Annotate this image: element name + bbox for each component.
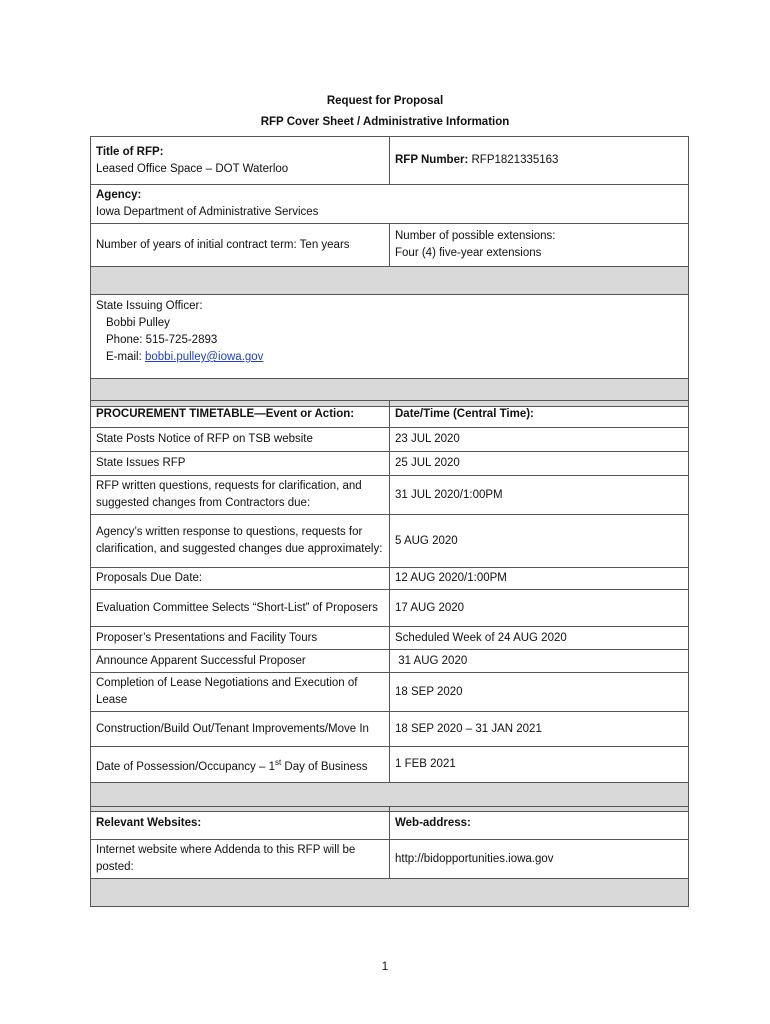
shaded-divider [91,879,689,907]
procurement-timetable [90,400,689,812]
timetable-date: 18 SEP 2020 – 31 JAN 2021 [390,712,689,747]
rfp-number-cell [390,137,689,185]
timetable-date: 25 JUL 2020 [390,452,689,476]
timetable-event: Proposals Due Date: [91,568,390,590]
timetable-header-event: PROCUREMENT TIMETABLE—Event or Action: [91,401,390,428]
page-number: 1 [381,961,389,973]
agency-label: Agency: [96,189,142,201]
possession-event-text-end: Day of Business [281,760,368,773]
timetable-event: Proposer’s Presentations and Facility Tours [91,627,390,650]
rfp-title-value: Leased Office Space – DOT Waterloo [96,162,289,175]
timetable-event: State Issues RFP [91,452,390,476]
timetable-date: 12 AUG 2020/1:00PM [390,568,689,590]
timetable-event: Agency’s written response to questions, requests for clarification, and suggested changes due approximately: [91,515,390,568]
timetable-event: Completion of Lease Negotiations and Execution of Lease [91,673,390,712]
timetable-event: Construction/Build Out/Tenant Improvements/Move In [91,712,390,747]
contract-term-cell: Number of years of initial contract term: Ten years [91,224,390,267]
document-title: Request for Proposal [326,95,444,107]
addenda-website-label: Internet website where Addenda to this RFP will be posted: [91,840,390,879]
agency-value: Iowa Department of Administrative Services [96,206,319,218]
document-subtitle: RFP Cover Sheet / Administrative Information [260,116,510,128]
ordinal-suffix: st [275,757,282,767]
shaded-divider [91,267,689,295]
addenda-website-url[interactable]: http://bidopportunities.iowa.gov [390,840,689,879]
timetable-date: 31 AUG 2020 [390,650,689,673]
timetable-header-date: Date/Time (Central Time): [390,401,689,428]
timetable-event [91,747,390,783]
officer-heading: State Issuing Officer: [96,300,203,312]
timetable-event: Announce Apparent Successful Proposer [91,650,390,673]
officer-email-link[interactable]: bobbi.pulley@iowa.gov [144,351,264,363]
possession-event-text: Date of Possession/Occupancy – 1 [96,760,275,773]
websites-header-address: Web-address: [390,807,689,840]
extensions-cell [390,224,689,267]
timetable-date: 1 FEB 2021 [390,747,689,783]
timetable-event: RFP written questions, requests for clarification, and suggested changes from Contractors due: [91,476,390,515]
relevant-websites-table [90,806,689,907]
extensions-label: Number of possible extensions: [395,230,556,242]
rfp-number-label: RFP Number: [395,154,469,166]
officer-email-label: E-mail: [106,351,142,363]
timetable-event: Evaluation Committee Selects “Short-List” of Proposers [91,590,390,627]
issuing-officer-cell [91,295,689,379]
websites-header-label: Relevant Websites: [91,807,390,840]
rfp-title-label: Title of RFP: [96,145,164,158]
rfp-title-cell [91,137,390,185]
timetable-date: 23 JUL 2020 [390,428,689,452]
timetable-date: 5 AUG 2020 [390,515,689,568]
officer-phone: Phone: 515-725-2893 [106,334,218,346]
timetable-event: State Posts Notice of RFP on TSB website [91,428,390,452]
timetable-date: 18 SEP 2020 [390,673,689,712]
officer-email-line [96,349,683,366]
timetable-date: 31 JUL 2020/1:00PM [390,476,689,515]
agency-cell [91,185,689,224]
rfp-info-table [90,136,689,407]
extensions-value: Four (4) five-year extensions [395,247,542,259]
timetable-date: 17 AUG 2020 [390,590,689,627]
timetable-date: Scheduled Week of 24 AUG 2020 [390,627,689,650]
rfp-number-value: RFP1821335163 [471,154,559,166]
officer-name: Bobbi Pulley [106,317,170,329]
